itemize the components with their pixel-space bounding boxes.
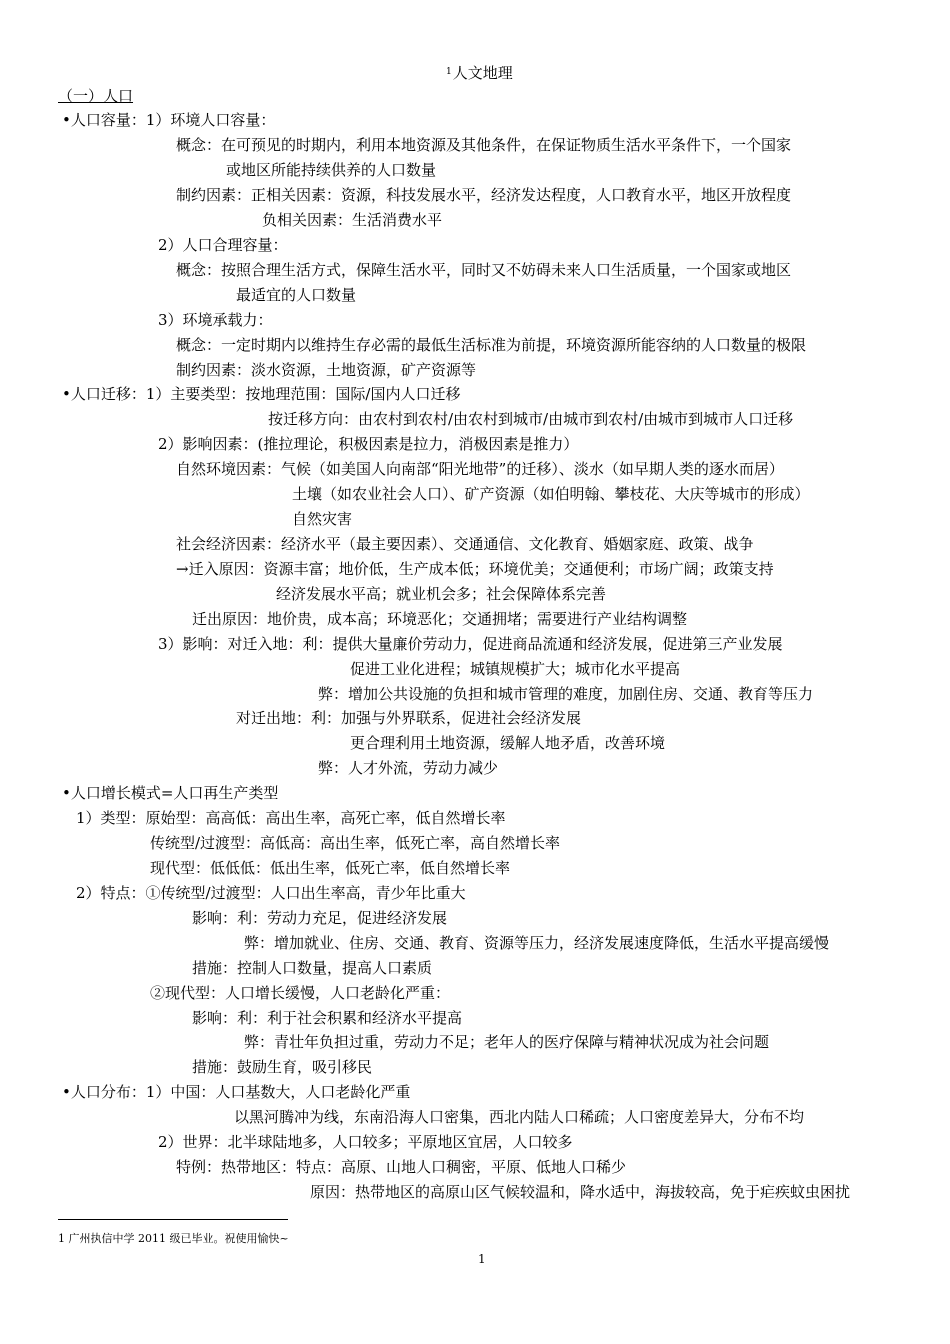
text-line: •人口增长模式=人口再生产类型 <box>62 784 279 802</box>
text-line: 对迁出地：利：加强与外界联系，促进社会经济发展 <box>236 709 582 727</box>
text-line: 措施：鼓励生育，吸引移民 <box>192 1058 373 1076</box>
footnote-marker: 1 <box>58 1232 65 1245</box>
text-line: 2）影响因素：(推拉理论，积极因素是拉力，消极因素是推力） <box>158 435 579 453</box>
text-line: 弊：人才外流，劳动力减少 <box>318 759 499 777</box>
text-line: 2）世界：北半球陆地多，人口较多；平原地区宜居，人口较多 <box>158 1133 573 1151</box>
text-line: 制约因素：淡水资源，土地资源，矿产资源等 <box>176 361 477 379</box>
page-title-text: 人文地理 <box>452 64 513 82</box>
text-line: 影响：利：劳动力充足，促进经济发展 <box>192 909 448 927</box>
text-line: 促进工业化进程；城镇规模扩大；城市化水平提高 <box>350 660 681 678</box>
text-line: 概念：按照合理生活方式，保障生活水平，同时又不妨碍未来人口生活质量，一个国家或地区 <box>176 261 792 279</box>
text-line: 自然环境因素：气候（如美国人向南部“阳光地带”的迁移）、淡水（如早期人类的逐水而居） <box>176 460 784 478</box>
footnote-text: 广州执信中学 2011 级已毕业。祝使用愉快~ <box>68 1232 289 1245</box>
text-line: 概念：在可预见的时期内，利用本地资源及其他条件，在保证物质生活水平条件下，一个国家 <box>176 136 792 154</box>
text-line: 2）特点：①传统型/过渡型：人口出生率高，青少年比重大 <box>76 884 466 902</box>
text-line: 土壤（如农业社会人口）、矿产资源（如伯明翰、攀枝花、大庆等城市的形成） <box>292 485 810 503</box>
footnote-divider <box>58 1219 288 1220</box>
text-line: 概念：一定时期内以维持生存必需的最低生活标准为前提，环境资源所能容纳的人口数量的极限 <box>176 336 807 354</box>
text-line: →迁入原因：资源丰富；地价低，生产成本低；环境优美；交通便利；市场广阔；政策支持 <box>176 560 774 578</box>
text-line: •人口迁移：1）主要类型：按地理范围：国际/国内人口迁移 <box>62 385 461 403</box>
page-title <box>446 62 513 83</box>
text-line: 以黑河腾冲为线，东南沿海人口密集，西北内陆人口稀疏；人口密度差异大，分布不均 <box>234 1108 805 1126</box>
text-line: 传统型/过渡型：高低高：高出生率，低死亡率，高自然增长率 <box>150 834 561 852</box>
footnote <box>58 1232 289 1246</box>
text-line: 影响：利：利于社会积累和经济水平提高 <box>192 1009 463 1027</box>
page-number: 1 <box>478 1252 486 1266</box>
text-line: 弊：青壮年负担过重，劳动力不足；老年人的医疗保障与精神状况成为社会问题 <box>244 1033 770 1051</box>
text-line: 更合理利用土地资源，缓解人地矛盾，改善环境 <box>350 734 666 752</box>
text-line: 原因：热带地区的高原山区气候较温和，降水适中，海拔较高，免于疟疾蚊虫困扰 <box>310 1183 851 1201</box>
text-line: 迁出原因：地价贵，成本高；环境恶化；交通拥堵；需要进行产业结构调整 <box>192 610 688 628</box>
text-line: 经济发展水平高；就业机会多；社会保障体系完善 <box>276 585 607 603</box>
text-line: 措施：控制人口数量，提高人口素质 <box>192 959 433 977</box>
text-line: 1）类型：原始型：高高低：高出生率，高死亡率，低自然增长率 <box>76 809 506 827</box>
text-line: 制约因素：正相关因素：资源，科技发展水平，经济发达程度，人口教育水平，地区开放程度 <box>176 186 792 204</box>
text-line: 按迁移方向：由农村到农村/由农村到城市/由城市到农村/由城市到城市人口迁移 <box>268 410 794 428</box>
text-line: 现代型：低低低：低出生率，低死亡率，低自然增长率 <box>150 859 511 877</box>
text-line: 最适宜的人口数量 <box>236 286 357 304</box>
title-footnote-marker: 1 <box>446 67 452 77</box>
section-heading: （一）人口 <box>58 87 134 105</box>
text-line: 弊：增加公共设施的负担和城市管理的难度，加剧住房、交通、教育等压力 <box>318 685 814 703</box>
text-line: 负相关因素：生活消费水平 <box>262 211 443 229</box>
text-line: ②现代型：人口增长缓慢，人口老龄化严重： <box>150 984 451 1002</box>
text-line: 或地区所能持续供养的人口数量 <box>226 161 437 179</box>
text-line: 2）人口合理容量： <box>158 236 288 254</box>
text-line: 特例：热带地区：特点：高原、山地人口稠密，平原、低地人口稀少 <box>176 1158 627 1176</box>
text-line: •人口分布：1）中国：人口基数大，人口老龄化严重 <box>62 1083 411 1101</box>
text-line: •人口容量：1）环境人口容量： <box>62 111 276 129</box>
text-line: 3）影响：对迁入地：利：提供大量廉价劳动力，促进商品流通和经济发展，促进第三产业发展 <box>158 635 783 653</box>
text-line: 自然灾害 <box>292 510 353 528</box>
text-line: 社会经济因素：经济水平（最主要因素）、交通通信、文化教育、婚姻家庭、政策、战争 <box>176 535 754 553</box>
text-line: 3）环境承载力： <box>158 311 273 329</box>
text-line: 弊：增加就业、住房、交通、教育、资源等压力，经济发展速度降低，生活水平提高缓慢 <box>244 934 830 952</box>
